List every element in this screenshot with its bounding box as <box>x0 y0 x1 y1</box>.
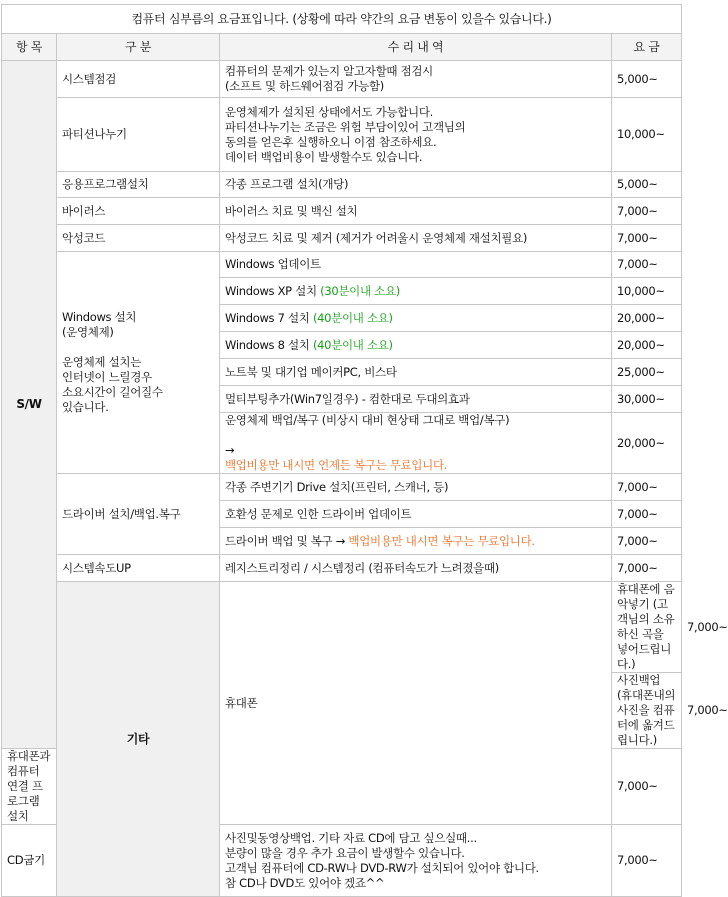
arrow: → <box>225 443 235 457</box>
detail-windows-update: Windows 업데이트 <box>220 252 612 278</box>
detail-driver-backup: 드라이버 백업 및 복구 → 백업비용만 내시면 복구는 무료입니다. <box>220 528 612 555</box>
price-windows-xp: 10,000~ <box>612 278 682 305</box>
item-app-install: 응용프로그램설치 <box>57 172 220 198</box>
table-title: 컴퓨터 심부름의 요금표입니다. (상황에 따라 약간의 요금 변동이 있을수 있습니다.) <box>2 5 682 34</box>
category-sw: S/W <box>2 61 57 749</box>
price-virus: 7,000~ <box>612 198 682 225</box>
detail-driver-compat: 호환성 문제로 인한 드라이버 업데이트 <box>220 501 612 528</box>
price-windows-8: 20,000~ <box>612 332 682 359</box>
free-restore-note: 백업비용만 내시면 언제든 복구는 무료입니다. <box>225 458 448 472</box>
free-restore-note: 백업비용만 내시면 복구는 무료입니다. <box>348 533 535 548</box>
detail-phone-photo: 사진백업 (휴대폰내의 사진을 컴퓨터에 옮겨드립니다.) <box>612 673 682 749</box>
detail-windows-7: Windows 7 설치 (40분이내 소요) <box>220 305 612 332</box>
detail-windows-xp: Windows XP 설치 (30분이내 소요) <box>220 278 612 305</box>
price-windows-7: 20,000~ <box>612 305 682 332</box>
item-driver: 드라이버 설치/백업.복구 <box>57 474 220 555</box>
price-malware: 7,000~ <box>612 225 682 252</box>
price-table: 컴퓨터 심부름의 요금표입니다. (상황에 따라 약간의 요금 변동이 있을수 있습니다.) 항 목 구 분 수 리 내 역 요 금 S/W 시스템점검 컴퓨터의 문제가 있는지 알고자할때 점검시 (소프트 및 하드웨어점검 가능함) 5,000~ 파티션나누기 운영체제가 설치된 상태에서도 가능합니다. 파티션나누기는 조금은 위험 부담이있어 고객님의 동의를 얻은후 실행하오니 이점 참조하세요. 데이터 백업비용이 발생할수도 있습니다. 10,000~ 응용프로그램설치 각종 프로그램 설치(개당) 5,000~ 바이러스 바이러스 치료 및 백신 설치 7,000~ 악성코드 악성코드 치료 및 제거 (제거가 어려울시 운영체제 재설치필요) 7,000~ Windows 설치 (운영체제) 운영체제 설치는 인터넷이 느릴경우 소요시간이 길어질수 있습니다. Windows 업데이트 7,000~ Windows XP 설치 (30분이내 소요) 10,000~ Windows 7 설치 (40분이내 소요) 20,000~ Windows 8 설치 (40분이내 소요) 20,000~ 노트북 및 대기업 메이커PC, 비스타 25,000~ 멀티부팅추가(Win7일경우) - 컴한대로 두대의효과 30,000~ 운영체제 백업/복구 (비상시 대비 현상태 그대로 백업/복구) → 백업비용만 내시면 언제든 복구는 무료입니다. 20,000~ 드라이버 설치/백업.복구 각종 주변기기 Drive 설치(프린터, 스캐너, 등) 7,000~ 호환성 문제로 인한 드라이버 업데이트 7,000~ 드라이버 백업 및 복구 → 백업비용만 내시면 복구는 무료입니다. 7,000~ 시스템속도UP 레지스트리정리 / 시스템정리 (컴퓨터속도가 느려졌을때) 7,000~ 기타 휴대폰 휴대폰에 음악넣기 (고객님의 소유하신 곡을 넣어드립니다.) 7,000~ 사진백업 (휴대폰내의 사진을 컴퓨터에 옮겨드립니다.) 7,000~ 휴대폰과 컴퓨터 연결 프로그램 설치 7,000~ CD굽기 사진및동영상백업. 기타 자료 CD에 담고 싶으실때... 분량이 많을 경우 추가 요금이 발생할수 있습니다. 고객님 컴퓨터에 CD-RW나 DVD-RW가 설치되어 있어야 합니다. 참 CD나 DVD도 있어야 겠죠^^ 7,000~ <box>1 4 682 897</box>
item-windows-install: Windows 설치 (운영체제) 운영체제 설치는 인터넷이 느릴경우 소요시간이 길어질수 있습니다. <box>57 252 220 474</box>
item-virus: 바이러스 <box>57 198 220 225</box>
price-driver-compat: 7,000~ <box>612 501 682 528</box>
category-etc: 기타 <box>57 582 220 897</box>
item-speedup: 시스템속도UP <box>57 555 220 582</box>
item-system-check: 시스템점검 <box>57 61 220 98</box>
detail-phone-connect: 휴대폰과 컴퓨터 연결 프로그램 설치 <box>2 749 57 825</box>
header-category: 항 목 <box>2 34 57 61</box>
price-system-check: 5,000~ <box>612 61 682 98</box>
price-cd-burn: 7,000~ <box>612 825 682 897</box>
detail-virus: 바이러스 치료 및 백신 설치 <box>220 198 612 225</box>
header-repair-details: 수 리 내 역 <box>220 34 612 61</box>
detail-phone-music: 휴대폰에 음악넣기 (고객님의 소유하신 곡을 넣어드립니다.) <box>612 582 682 673</box>
detail-speedup: 레지스트리정리 / 시스템정리 (컴퓨터속도가 느려졌을때) <box>220 555 612 582</box>
detail-cd-burn: 사진및동영상백업. 기타 자료 CD에 담고 싶으실때... 분량이 많을 경우 추가 요금이 발생할수 있습니다. 고객님 컴퓨터에 CD-RW나 DVD-RW가 설치되어 있어야 합니다. 참 CD나 DVD도 있어야 겠죠^^ <box>220 825 612 897</box>
time-note: (30분이내 소요) <box>320 283 400 298</box>
detail-multiboot: 멀티부팅추가(Win7일경우) - 컴한대로 두대의효과 <box>220 386 612 413</box>
price-os-backup: 20,000~ <box>612 413 682 474</box>
detail-system-check: 컴퓨터의 문제가 있는지 알고자할때 점검시 (소프트 및 하드웨어점검 가능함) <box>220 61 612 98</box>
header-price: 요 금 <box>612 34 682 61</box>
header-division: 구 분 <box>57 34 220 61</box>
item-cd-burn: CD굽기 <box>2 825 57 897</box>
price-multiboot: 30,000~ <box>612 386 682 413</box>
detail-malware: 악성코드 치료 및 제거 (제거가 어려울시 운영체제 재설치필요) <box>220 225 612 252</box>
item-phone: 휴대폰 <box>220 582 612 825</box>
time-note: (40분이내 소요) <box>312 337 393 352</box>
detail-windows-8: Windows 8 설치 (40분이내 소요) <box>220 332 612 359</box>
price-speedup: 7,000~ <box>612 555 682 582</box>
detail-app-install: 각종 프로그램 설치(개당) <box>220 172 612 198</box>
price-app-install: 5,000~ <box>612 172 682 198</box>
time-note: (40분이내 소요) <box>312 310 393 325</box>
price-phone-connect: 7,000~ <box>612 749 682 825</box>
price-windows-update: 7,000~ <box>612 252 682 278</box>
item-malware: 악성코드 <box>57 225 220 252</box>
price-laptop: 25,000~ <box>612 359 682 386</box>
price-driver-backup: 7,000~ <box>612 528 682 555</box>
detail-os-backup: 운영체제 백업/복구 (비상시 대비 현상태 그대로 백업/복구) → 백업비용만 내시면 언제든 복구는 무료입니다. <box>220 413 612 474</box>
detail-laptop: 노트북 및 대기업 메이커PC, 비스타 <box>220 359 612 386</box>
item-partition: 파티션나누기 <box>57 98 220 172</box>
price-driver-install: 7,000~ <box>612 474 682 501</box>
detail-driver-install: 각종 주변기기 Drive 설치(프린터, 스캐너, 등) <box>220 474 612 501</box>
detail-partition: 운영체제가 설치된 상태에서도 가능합니다. 파티션나누기는 조금은 위험 부담이있어 고객님의 동의를 얻은후 실행하오니 이점 참조하세요. 데이터 백업비용이 발생할수도 있습니다. <box>220 98 612 172</box>
price-partition: 10,000~ <box>612 98 682 172</box>
